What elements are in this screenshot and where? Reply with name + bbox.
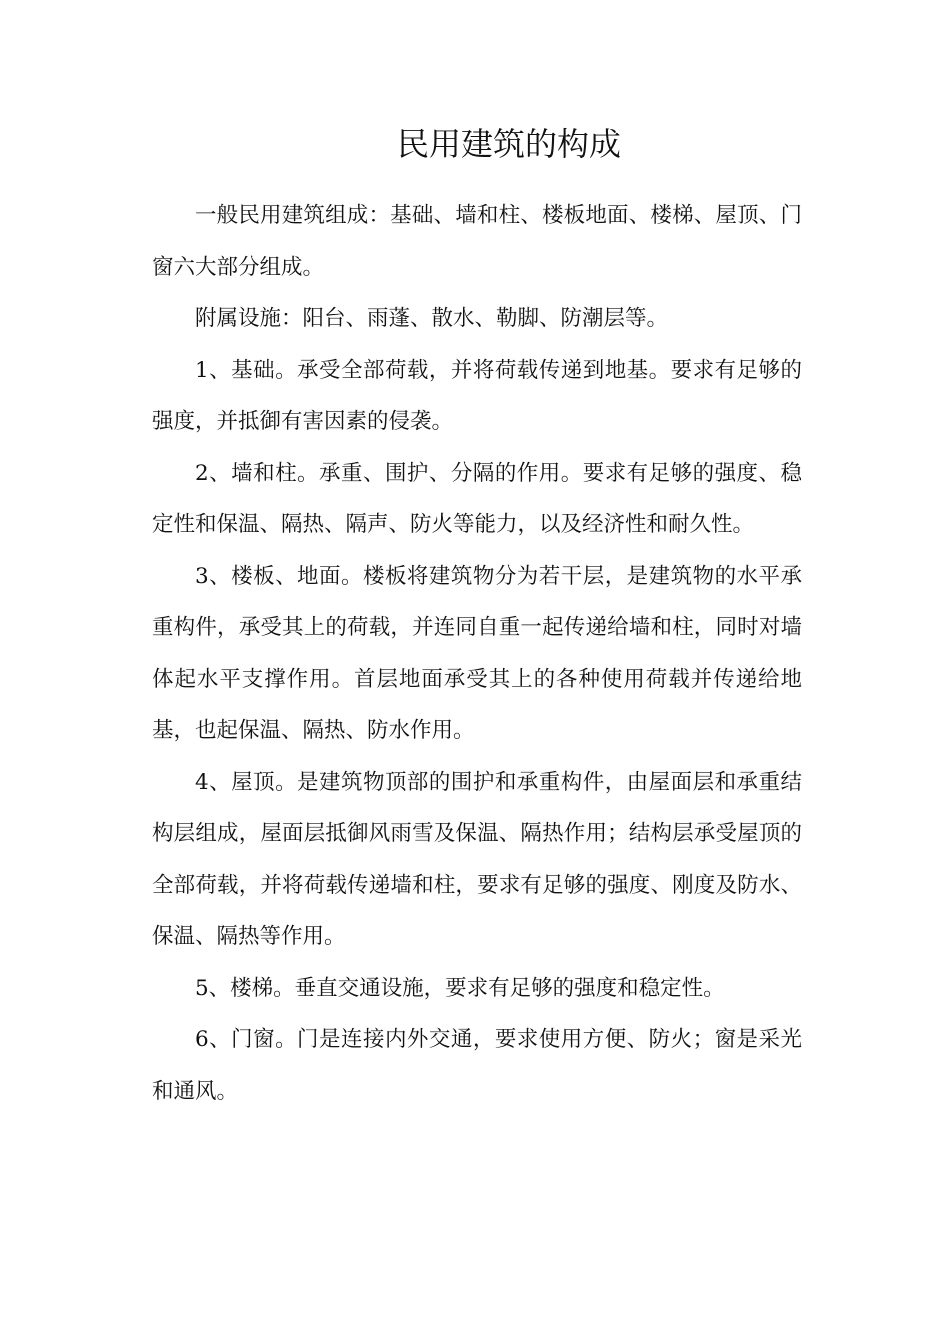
paragraph-doors-windows: 6、门窗。门是连接内外交通，要求使用方便、防火；窗是采光和通风。	[152, 1027, 802, 1104]
paragraph-composition: 一般民用建筑组成：基础、墙和柱、楼板地面、楼梯、屋顶、门窗六大部分组成。	[152, 203, 802, 280]
paragraph-floors: 3、楼板、地面。楼板将建筑物分为若干层，是建筑物的水平承重构件，承受其上的荷载，并连同自重一起传递给墙和柱，同时对墙体起水平支撑作用。首层地面承受其上的各种使用荷载并传递给地基，也起保温、隔热、防水作用。	[152, 563, 802, 743]
document-body	[152, 190, 802, 1117]
paragraph-stairs: 5、楼梯。垂直交通设施，要求有足够的强度和稳定性。	[195, 975, 725, 1001]
paragraph-roof: 4、屋顶。是建筑物顶部的围护和承重构件，由屋面层和承重结构层组成，屋面层抵御风雨雪及保温、隔热作用；结构层承受屋顶的全部荷载，并将荷载传递墙和柱，要求有足够的强度、刚度及防水、保温、隔热等作用。	[152, 769, 802, 949]
paragraph-foundation: 1、基础。承受全部荷载，并将荷载传递到地基。要求有足够的强度，并抵御有害因素的侵袭。	[152, 357, 802, 434]
document-title: 民用建筑的构成	[396, 125, 621, 163]
paragraph-walls-columns: 2、墙和柱。承重、围护、分隔的作用。要求有足够的强度、稳定性和保温、隔热、隔声、防火等能力，以及经济性和耐久性。	[152, 460, 802, 537]
paragraph-ancillary-facilities: 附属设施：阳台、雨蓬、散水、勒脚、防潮层等。	[195, 306, 669, 331]
